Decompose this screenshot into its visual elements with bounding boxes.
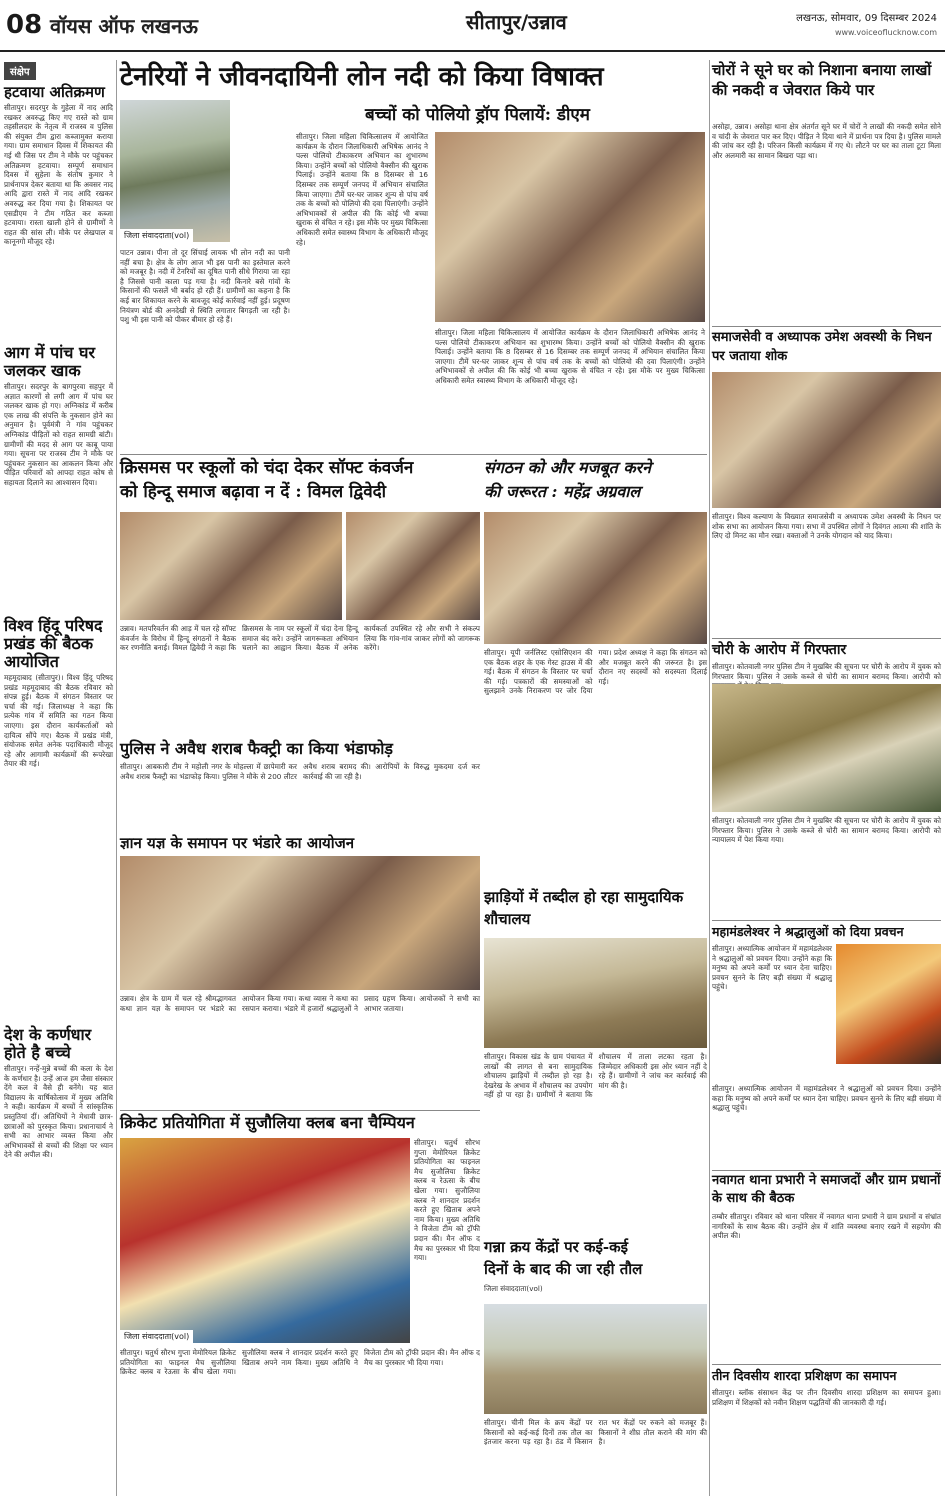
column-rule	[116, 60, 117, 1496]
right-column	[712, 60, 941, 1496]
sugarcane-text: सीतापुर। चीनी मिल के क्रय केंद्रों पर किसानों को कई-कई दिनों तक तौल का इंतजार करना पड़ रहा है। ठंड में किसान रात भर केंद्रों पर रुकने को मजबूर हैं। किसानों ने शीघ्र तौल कराने की मांग की है।	[484, 1418, 707, 1447]
christmas-text: उन्नाव। मतपरिवर्तन की आड़ में चल रहे सॉफ्ट कंवर्जन के विरोध में हिन्दू संगठनों ने बैठक कर रणनीति बनाई। विमल द्विवेदी ने कहा कि क्रिसमस के नाम पर स्कूलों में चंदा देना हिन्दू समाज बंद करे। उन्होंने जागरूकता अभियान चलाने का आह्वान किया। बैठक में अनेक कार्यकर्ता उपस्थित रहे और सभी ने संकल्प लिया कि गांव-गांव जाकर लोगों को जागरूक करेंगे।	[120, 624, 480, 653]
lead-headline[interactable]: टेनरियों ने जीवनदायिनी लोन नदी को किया विषाक्त	[120, 62, 604, 92]
meeting-photo-2	[346, 512, 480, 620]
polio-headline[interactable]: बच्चों को पोलियो ड्रॉप पिलायें: डीएम	[365, 105, 590, 125]
yagya-photo	[120, 856, 480, 990]
toilet-photo	[484, 938, 707, 1048]
trophy-photo	[120, 1138, 410, 1343]
meeting-text: तम्बौर सीतापुर। रविवार को थाना परिसर में नवागत थाना प्रभारी ने ग्राम प्रधानों व संभ्रांत नागरिकों के साथ बैठक की। उन्होंने क्षेत्र में शांति व्यवस्था बनाए रखने में सहयोग की अपील की।	[712, 1212, 941, 1241]
christmas-headline-line-1[interactable]: क्रिसमस पर स्कूलों को चंदा देकर सॉफ्ट कंवर्जन	[120, 458, 414, 478]
left-column	[4, 60, 113, 1496]
org-headline-line-2[interactable]: की जरूरत : महेंद्र अग्रवाल	[484, 482, 641, 501]
brief-4-headline[interactable]: देश के कर्णधार होते है बच्चे	[4, 1025, 92, 1062]
polio-text: सीतापुर। जिला महिला चिकित्सालय में आयोजित कार्यक्रम के दौरान जिलाधिकारी अभिषेक आनंद ने पल्स पोलियो टीकाकरण अभियान का शुभारम्भ किया। उन्होंने बच्चों को पोलियो वैक्सीन की खुराक पिलाई। उन्होंने बताया कि 8 दिसम्बर से 16 दिसम्बर तक सम्पूर्ण जनपद में अभियान संचालित किया जाएगा। टीमें घर-घर जाकर शून्य से पांच वर्ष तक के बच्चों को पोलियो की दवा पिलाएंगी। उन्होंने अभिभावकों से अपील की कि कोई भी बच्चा खुराक से वंचित न रहे। इस मौके पर मुख्य चिकित्सा अधिकारी समेत स्वास्थ्य विभाग के अधिकारी मौजूद रहे।	[296, 132, 428, 247]
sermon-headline[interactable]: महामंडलेश्वर ने श्रद्धालुओं को दिया प्रवचन	[712, 924, 904, 939]
arrest-text-continued: सीतापुर। कोतवाली नगर पुलिस टीम ने मुखबिर की सूचना पर चोरी के आरोप में युवक को गिरफ्तार किया। पुलिस ने उसके कब्जे से चोरी का सामान बरामद किया। आरोपी को न्यायालय में पेश किया गया।	[712, 816, 941, 845]
meeting-headline[interactable]: नवागत थाना प्रभारी ने समाजदों और ग्राम प्रधानों के साथ की बैठक	[712, 1173, 941, 1206]
sermon-text: सीतापुर। अध्यात्मिक आयोजन में महामंडलेश्वर ने श्रद्धालुओं को प्रवचन दिया। उन्होंने कहा कि मनुष्य को अपने कर्मों पर ध्यान देना चाहिए। प्रवचन सुनने के लिए बड़ी संख्या में श्रद्धालु पहुंचे।	[712, 944, 832, 992]
brief-3-text: महमूदाबाद (सीतापुर)। विश्व हिंदू परिषद प्रखंड महमूदाबाद की बैठक रविवार को संपन्न हुई। बैठक में संगठन विस्तार पर चर्चा की गई। जिलाध्यक्ष ने कहा कि प्रत्येक गांव में समिति का गठन किया जाएगा। इस दौरान कार्यकर्ताओं को दायित्व सौंपे गए। बैठक में प्रखंड मंत्री, संयोजक समेत अनेक पदाधिकारी मौजूद रहे और आगामी कार्यक्रमों की रूपरेखा तैयार की गई।	[4, 673, 113, 769]
toilet-headline[interactable]: झाड़ियों में तब्दील हो रहा सामुदायिक शौचालय	[484, 888, 684, 928]
lead-text: पाटन उन्नाव। पीना तो दूर सिंचाई लायक भी लोन नदी का पानी नहीं बचा है। क्षेत्र के लोग आज भी इस पानी का इस्तेमाल करने को मजबूर है। नदी में टेनरियों का दूषित पानी सीधे गिराया जा रहा है जिससे पानी काला पड़ गया है। नदी किनारे बसे गांवों के किसानों की फसलें भी बर्बाद हो रही हैं। ग्रामीणों का कहना है कि कई बार शिकायत करने के बावजूद कोई कार्रवाई नहीं हुई। प्रदूषण नियंत्रण बोर्ड की अनदेखी से स्थिति लगातार बिगड़ती जा रही है। पशु भी इस पानी को पीकर बीमार हो रहे हैं।	[120, 248, 290, 325]
brand-title: वॉयस ऑफ लखनऊ	[50, 14, 198, 38]
polio-text-continued: सीतापुर। जिला महिला चिकित्सालय में आयोजित कार्यक्रम के दौरान जिलाधिकारी अभिषेक आनंद ने पल्स पोलियो टीकाकरण अभियान का शुभारम्भ किया। उन्होंने बच्चों को पोलियो वैक्सीन की खुराक पिलाई। उन्होंने बताया कि 8 दिसम्बर से 16 दिसम्बर तक सम्पूर्ण जनपद में अभियान संचालित किया जाएगा। टीमें घर-घर जाकर शून्य से पांच वर्ष तक के बच्चों को पोलियो की दवा पिलाएंगी। उन्होंने अभिभावकों से अपील की कि कोई भी बच्चा खुराक से वंचित न रहे। इस मौके पर मुख्य चिकित्सा अधिकारी समेत स्वास्थ्य विभाग के अधिकारी मौजूद रहे।	[435, 328, 705, 385]
sermon-photo	[836, 944, 941, 1064]
dateline: लखनऊ, सोमवार, 09 दिसम्बर 2024	[796, 13, 937, 24]
toilet-text: सीतापुर। विकास खंड के ग्राम पंचायत में लाखों की लागत से बना सामुदायिक शौचालय झाड़ियों में तब्दील हो रहा है। देखरेख के अभाव में शौचालय का उपयोग नहीं हो पा रहा है। ग्रामीणों ने बताया कि शौचालय में ताला लटका रहता है। जिम्मेदार अधिकारी इस ओर ध्यान नहीं दे रहे हैं। ग्रामीणों ने जांच कर कार्रवाई की मांग की है।	[484, 1052, 707, 1100]
brief-4-text: सीतापुर। नन्हें-मुन्ने बच्चों की कला के देश के कर्णधार है। उन्हें आज हम जैसा संस्कार देंगे कल वे वैसे ही बनेंगे। यह बात विद्यालय के वार्षिकोत्सव में मुख्य अतिथि ने कही। कार्यक्रम में बच्चों ने सांस्कृतिक प्रस्तुतियां दीं। अतिथियों ने मेधावी छात्र-छात्राओं को पुरस्कृत किया। प्रधानाचार्य ने सभी का आभार व्यक्त किया और अभिभावकों से बच्चों की शिक्षा पर ध्यान देने की अपील की।	[4, 1064, 113, 1160]
section-divider	[712, 326, 941, 327]
cricket-headline[interactable]: क्रिकेट प्रतियोगिता में सुजौलिया क्लब बना चैम्पियन	[120, 1113, 415, 1132]
photo-caption: जिला संवाददाता(vol)	[120, 1330, 193, 1343]
section-divider	[120, 1110, 480, 1111]
theft-text: असोहा, उन्नाव। असोहा थाना क्षेत्र अंतर्गत सूने घर में चोरों ने लाखों की नकदी समेत सोने व चांदी के जेवरात पार कर दिए। पीड़ित ने दिया थाने में प्रार्थना पत्र दिया है। पुलिस मामले की जांच कर रही है। परिजन किसी कार्यक्रम में गए थे। लौटने पर घर का ताला टूटा मिला और अलमारी का सामान बिखरा पड़ा था।	[712, 122, 941, 160]
yagya-headline[interactable]: ज्ञान यज्ञ के समापन पर भंडारे का आयोजन	[120, 834, 355, 852]
page-number: 08	[6, 10, 43, 40]
theft-headline[interactable]: चोरों ने सूने घर को निशाना बनाया लाखों की नकदी व जेवरात किये पार	[712, 61, 932, 99]
arrest-headline[interactable]: चोरी के आरोप में गिरफ्तार	[712, 642, 847, 658]
brief-1-headline[interactable]: हटवाया अतिक्रमण	[4, 83, 105, 101]
org-group-photo	[484, 512, 707, 644]
training-text: सीतापुर। ब्लॉक संसाधन केंद्र पर तीन दिवसीय शारदा प्रशिक्षण का समापन हुआ। प्रशिक्षण में शिक्षकों को नवीन शिक्षण पद्धतियों की जानकारी दी गई।	[712, 1388, 941, 1407]
section-divider	[120, 454, 707, 455]
training-headline[interactable]: तीन दिवसीय शारदा प्रशिक्षण का समापन	[712, 1368, 897, 1383]
condolence-photo	[712, 372, 941, 508]
section-divider	[712, 1170, 941, 1171]
section-divider	[712, 638, 941, 639]
sugarcane-headline-line-1[interactable]: गन्ना क्रय केंद्रों पर कई-कई	[484, 1238, 629, 1256]
arrest-photo	[712, 684, 941, 812]
police-text: सीतापुर। आबकारी टीम ने महोली नगर के मोहल्ला में छापेमारी कर अवैध शराब फैक्ट्री का भंडाफोड़ किया। पुलिस ने मौके से 200 लीटर अवैध शराब बरामद की। आरोपियों के विरुद्ध मुकदमा दर्ज कर कार्रवाई की जा रही है।	[120, 762, 480, 781]
brief-2-headline[interactable]: आग में पांच घर जलकर खाक	[4, 343, 96, 380]
yagya-text: उन्नाव। क्षेत्र के ग्राम में चल रहे श्रीमद्भागवत कथा ज्ञान यज्ञ के समापन पर भंडारे का आयोजन किया गया। कथा व्यास ने कथा का रसपान कराया। भंडारे में हजारों श्रद्धालुओं ने प्रसाद ग्रहण किया। आयोजकों ने सभी का आभार जताया।	[120, 994, 480, 1013]
cricket-text: सीतापुर। चतुर्थ सौरभ गुप्ता मेमोरियल क्रिकेट प्रतियोगिता का फाइनल मैच सुजौलिया क्रिकेट क्लब व रेऊसा के बीच खेला गया। सुजौलिया क्लब ने शानदार प्रदर्शन करते हुए खिताब अपने नाम किया। मुख्य अतिथि ने विजेता टीम को ट्रॉफी प्रदान की। मैन ऑफ द मैच का पुरस्कार भी दिया गया।	[120, 1348, 480, 1377]
section-divider	[712, 920, 941, 921]
sermon-text-continued: सीतापुर। अध्यात्मिक आयोजन में महामंडलेश्वर ने श्रद्धालुओं को प्रवचन दिया। उन्होंने कहा कि मनुष्य को अपने कर्मों पर ध्यान देना चाहिए। प्रवचन सुनने के लिए बड़ी संख्या में श्रद्धालु पहुंचे।	[712, 1084, 941, 1113]
meeting-photo	[120, 512, 342, 620]
obituary-text: सीतापुर। विश्व कल्याण के विख्यात समाजसेवी व अध्यापक उमेश अवस्थी के निधन पर शोक सभा का आयोजन किया गया। सभा में उपस्थित लोगों ने दिवंगत आत्मा की शांति के लिए दो मिनट का मौन रखा। वक्ताओं ने उनके योगदान को याद किया।	[712, 512, 941, 541]
river-photo	[120, 100, 230, 242]
column-rule	[709, 60, 710, 1496]
masthead	[0, 0, 945, 52]
section-title: सीतापुर/उन्नाव	[466, 10, 567, 34]
sugarcane-caption: जिला संवाददाता(vol)	[484, 1284, 543, 1293]
brief-3-headline[interactable]: विश्व हिंदू परिषद प्रखंड की बैठक आयोजित	[4, 616, 103, 671]
brief-label: संक्षेप	[4, 62, 36, 80]
brief-1-text: सीतापुर। सदरपुर के गुहेला में नाद आदि रखकर अवरुद्ध किए गए रास्ते को ग्राम तहसीलदार के नेतृत्व में राजस्व व पुलिस की संयुक्त टीम द्वारा कब्जामुक्त कराया गया। ग्राम समाधान दिवस में शिकायत की गई थी जिस पर टीम ने मौके पर पहुंचकर अतिक्रमण हटवाया। सम्पूर्ण समाधान दिवस में सुहेला के संतोष कुमार ने प्रार्थनापत्र देकर बताया था कि अवसर नाद आदि द्वारा रास्ते में नाद आदि रखकर अवरुद्ध कर दिया गया है। शिकायत पर एसडीएम ने टीम गठित कर कब्जा हटवाया। रास्ता खाली होने से ग्रामीणों ने राहत की सांस ली। मौके पर लेखपाल व कानूनगो मौजूद रहे।	[4, 103, 113, 247]
org-text: सीतापुर। यूपी जर्नलिस्ट एसोसिएशन की एक बैठक शहर के एक गेस्ट हाउस में की गई। बैठक में संगठन के विस्तार पर चर्चा की गई। पत्रकारों की समस्याओं को सुलझाने उनके निराकरण पर जोर दिया गया। प्रदेश अध्यक्ष ने कहा कि संगठन को और मजबूत करने की जरूरत है। इस दौरान नए सदस्यों को सदस्यता दिलाई गई।	[484, 648, 707, 696]
sugarcane-photo	[484, 1304, 707, 1414]
police-headline[interactable]: पुलिस ने अवैध शराब फैक्ट्री का किया भंडाफोड़	[120, 739, 393, 758]
section-divider	[712, 1364, 941, 1365]
org-headline-line-1[interactable]: संगठन को और मजबूत करने	[484, 458, 652, 477]
photo-caption: जिला संवाददाता(vol)	[120, 229, 193, 242]
center-column	[120, 60, 707, 1496]
obituary-headline[interactable]: समाजसेवी व अध्यापक उमेश अवस्थी के निधन पर जताया शोक	[712, 330, 932, 364]
website-link[interactable]: www.voiceoflucknow.com	[834, 28, 937, 37]
christmas-headline-line-2[interactable]: को हिन्दू समाज बढ़ावा न दें : विमल द्विवेदी	[120, 482, 387, 502]
brief-2-text: सीतापुर। सदरपुर के बागपुरवा सहपुर में अज्ञात कारणों से लगी आग में पांच घर जलकर खाक हो गए। अग्निकांड में करीब एक लाख की संपत्ति के नुकसान होने का अनुमान है। पूर्वमंत्री ने गांव पहुंचकर अग्निकांड पीड़ितों को राहत सामग्री बांटी। ग्रामीणों की मदद से आग पर काबू पाया गया। सूचना पर राजस्व टीम ने मौके पर पहुंचकर नुकसान का आकलन किया और पीड़ित परिवारों को आपदा राहत कोष से सहायता दिलाने का आश्वासन दिया।	[4, 382, 113, 487]
cricket-text-side: सीतापुर। चतुर्थ सौरभ गुप्ता मेमोरियल क्रिकेट प्रतियोगिता का फाइनल मैच सुजौलिया क्रिकेट क्लब व रेऊसा के बीच खेला गया। सुजौलिया क्लब ने शानदार प्रदर्शन करते हुए खिताब अपने नाम किया। मुख्य अतिथि ने विजेता टीम को ट्रॉफी प्रदान की। मैन ऑफ द मैच का पुरस्कार भी दिया गया।	[414, 1138, 480, 1263]
sugarcane-headline-line-2[interactable]: दिनों के बाद की जा रही तौल	[484, 1260, 643, 1278]
arrest-text: सीतापुर। कोतवाली नगर पुलिस टीम ने मुखबिर की सूचना पर चोरी के आरोप में युवक को गिरफ्तार किया। पुलिस ने उसके कब्जे से चोरी का सामान बरामद किया। आरोपी को	[712, 662, 941, 681]
polio-photo	[435, 132, 705, 322]
